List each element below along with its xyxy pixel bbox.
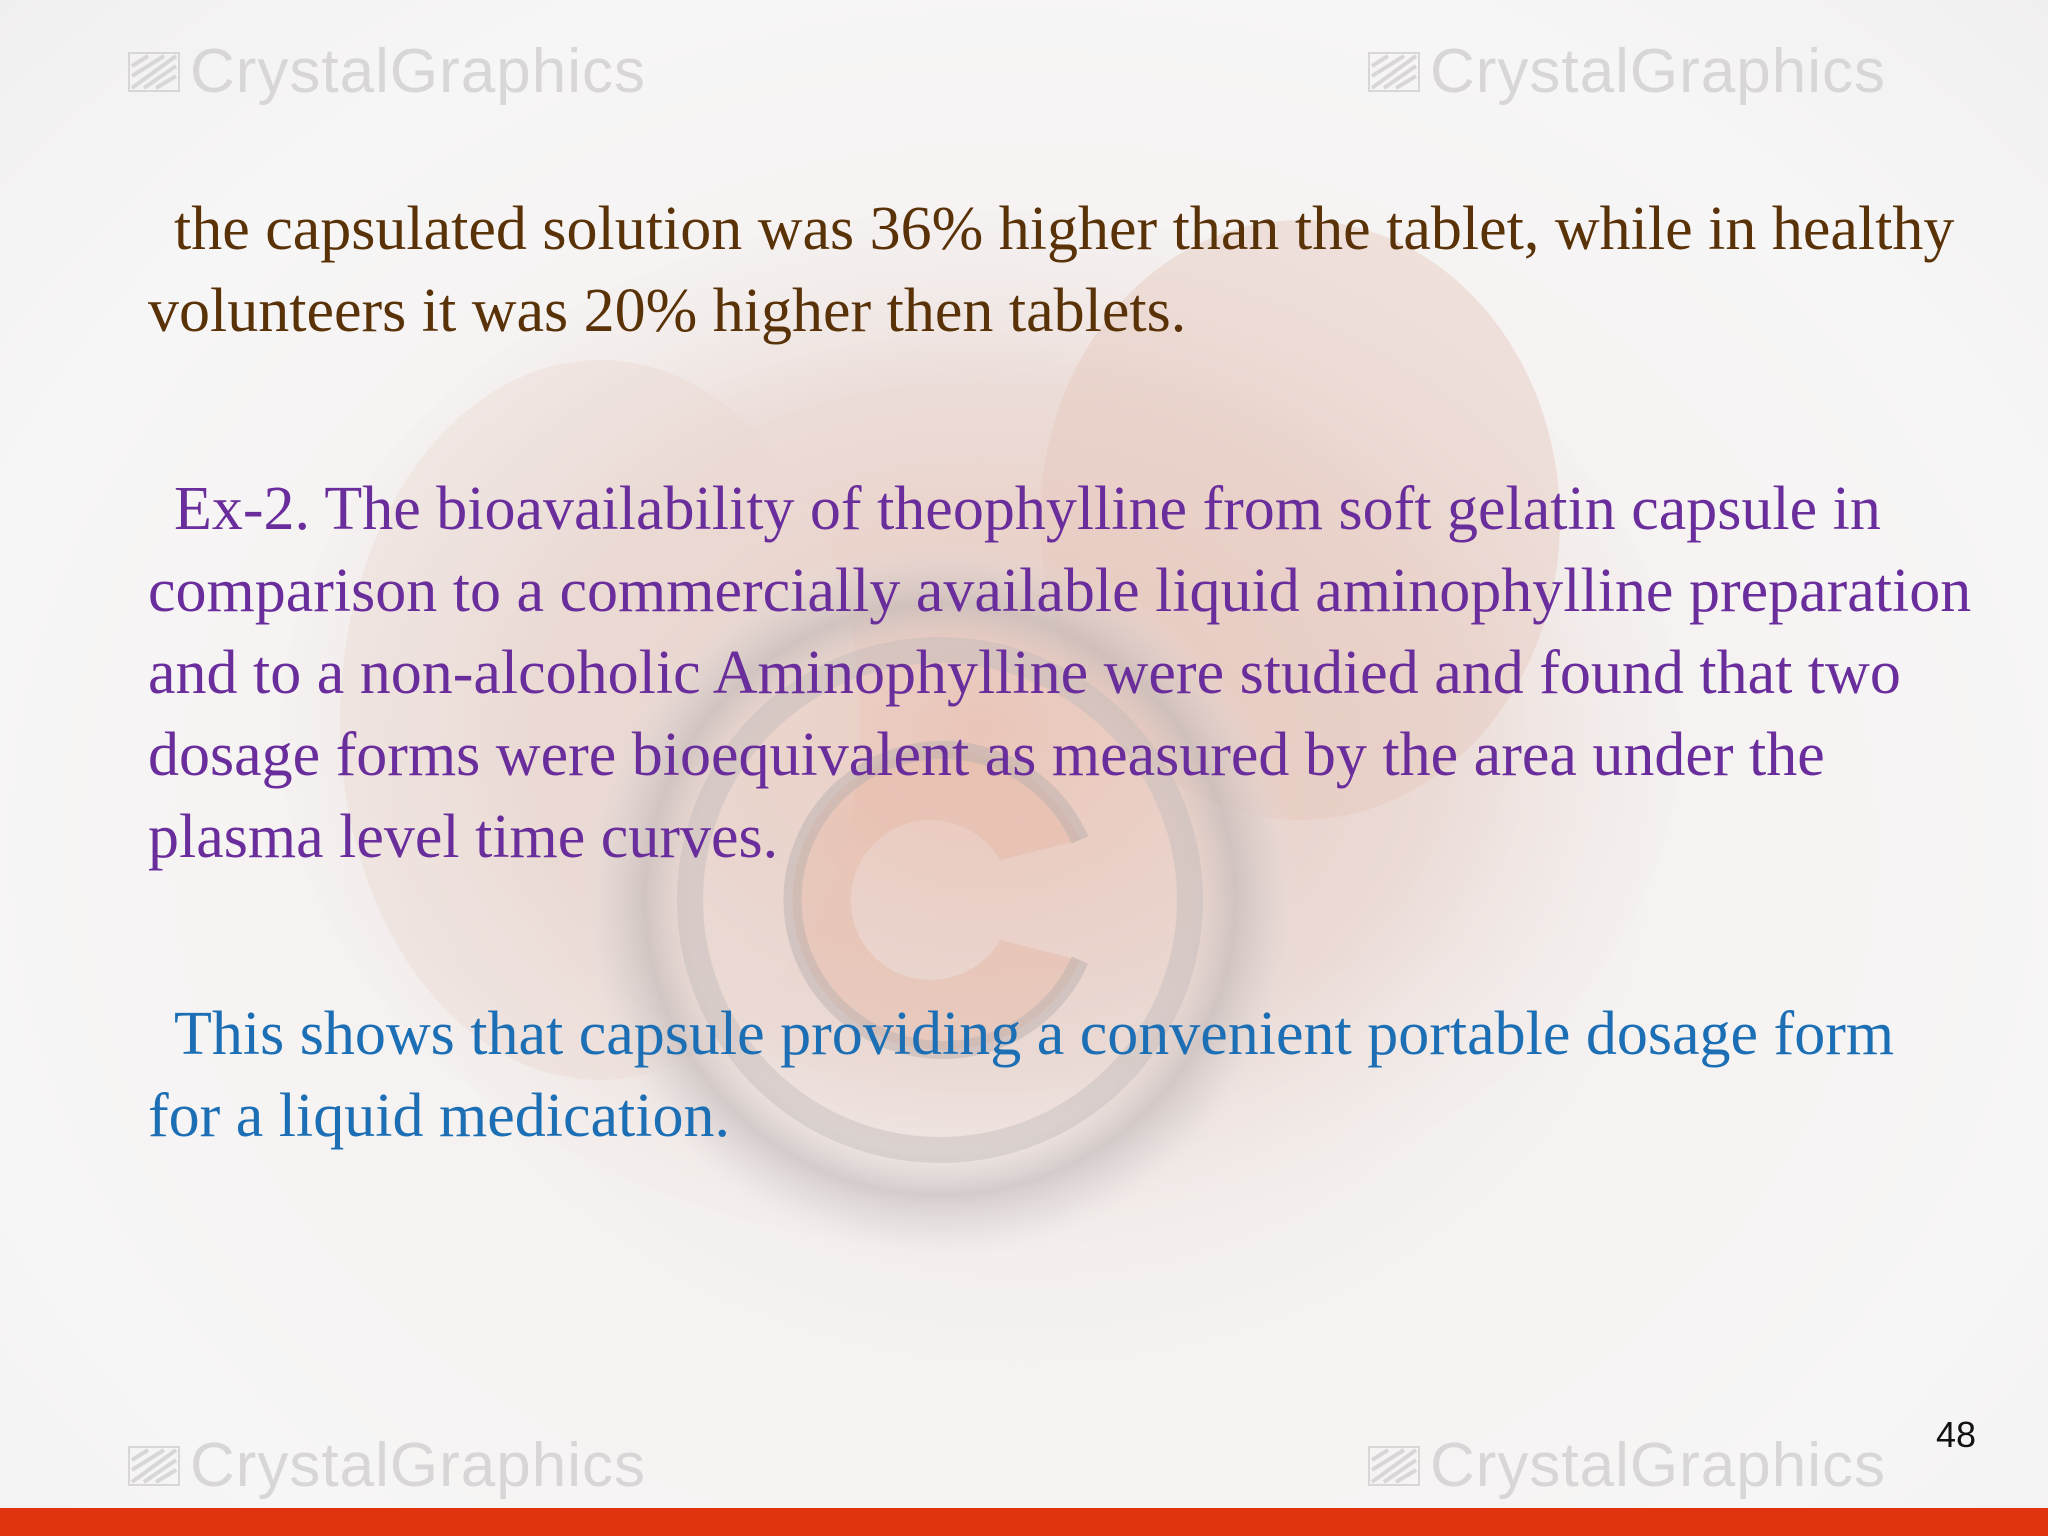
paragraph-3: [148, 993, 1978, 1157]
page-number: 48: [1935, 1414, 1976, 1455]
bottom-accent-bar: [0, 1508, 2048, 1536]
paragraph-1-text: the capsulated solution was 36% higher than the tablet, while in healthy volunteers it was 20% higher then tablets.: [148, 195, 1955, 345]
watermark-top-left: [128, 37, 646, 106]
watermark-bottom-right: [1368, 1431, 1886, 1500]
paragraph-2-text: Ex-2. The bioavailability of theophylline from soft gelatin capsule in comparison to a commercially available liquid aminophylline preparation and to a non-alcoholic Aminophylline were studied and found that two dosage forms were bioequivalent as measured by the area under the plasma level time curves.: [148, 475, 1972, 871]
paragraph-1: [148, 188, 1978, 352]
watermark-bottom-left: [128, 1431, 646, 1500]
crystalgraphics-logo-icon: [128, 52, 180, 92]
crystalgraphics-logo-icon: [128, 1446, 180, 1486]
crystalgraphics-logo-icon: [1368, 52, 1420, 92]
watermark-text: CrystalGraphics: [190, 37, 646, 106]
watermark-text: CrystalGraphics: [1430, 1431, 1886, 1500]
watermark-top-right: [1368, 37, 1886, 106]
crystalgraphics-logo-icon: [1368, 1446, 1420, 1486]
paragraph-3-text: This shows that capsule providing a convenient portable dosage form for a liquid medication.: [148, 1000, 1895, 1150]
watermark-text: CrystalGraphics: [1430, 37, 1886, 106]
paragraph-2: [148, 468, 1978, 878]
watermark-text: CrystalGraphics: [190, 1431, 646, 1500]
